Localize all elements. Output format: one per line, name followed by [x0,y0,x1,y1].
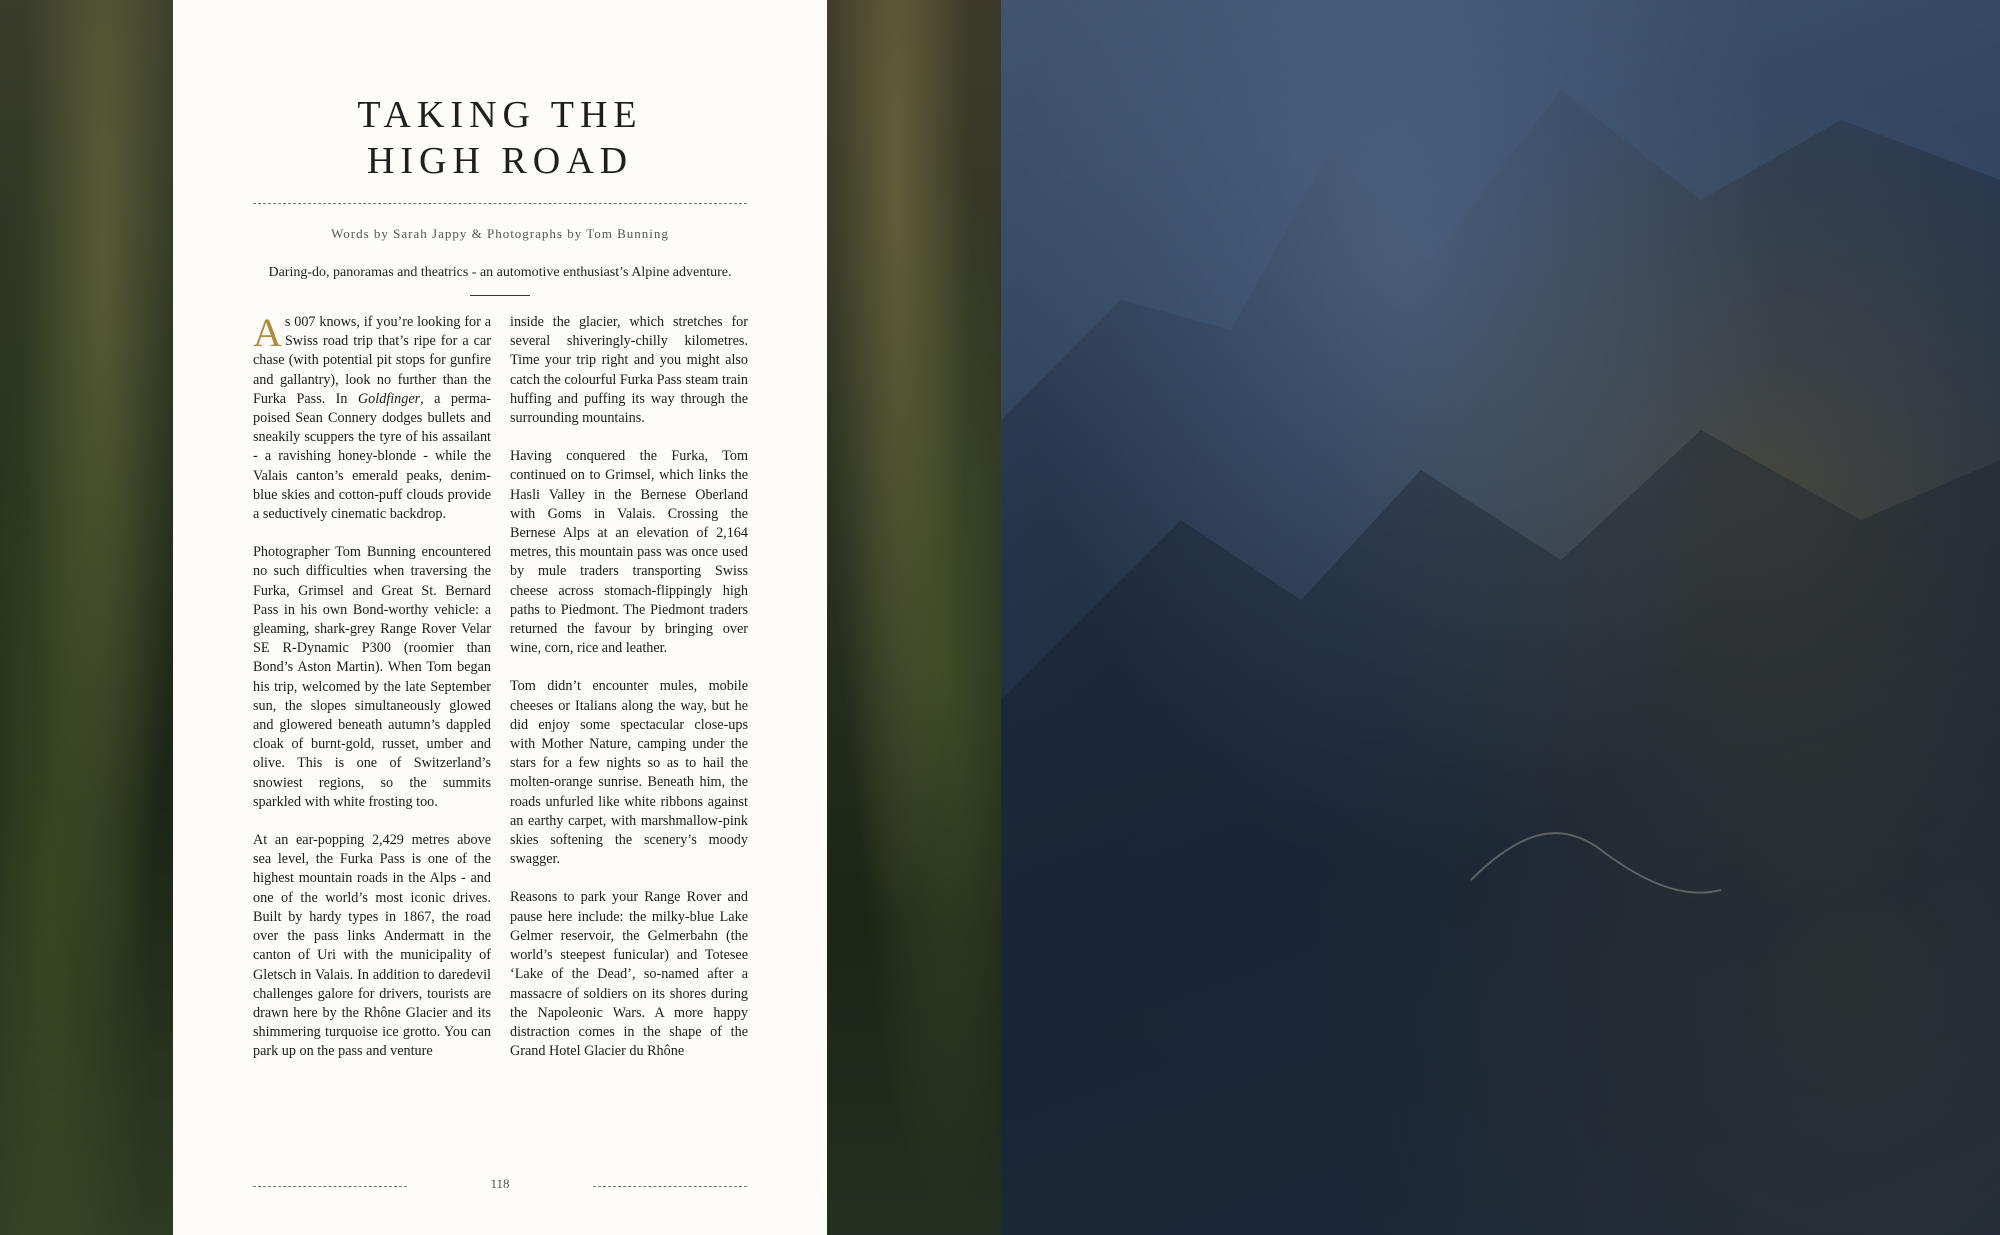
paragraph: At an ear-popping 2,429 metres above sea level, the Furka Pass is one of the highest mountain roads in the Alps - and one of the world’s most iconic drives. Built by hardy types in 1867, the road over the pass links Andermatt in the canton of Uri with the municipality of Gletsch in Valais. In addition to daredevil challenges galore for drivers, tourists are drawn here by the Rhône Glacier and its shimmering turquoise ice grotto. You can park up on the pass and venture [253,832,491,1060]
short-divider [470,295,530,296]
footer-dashed-rule-right [593,1186,747,1187]
paragraph: inside the glacier, which stretches for several shiveringly-chilly kilometres. Time your trip right and you might also catch the colourful Furka Pass steam train huffing and puffing its way through the surrounding mountains. [510,314,748,427]
text-column-2 [510,313,748,1080]
page-number: 118 [490,1176,510,1191]
article-title [173,92,827,184]
dashed-divider [253,203,747,204]
paragraph-text: s 007 knows, if you’re looking for a Swiss road trip that’s ripe for a car chase (with potential pit stops for gunfire and gallantry), look no further than the Furka Pass. In [253,314,491,407]
paragraph: Reasons to park your Range Rover and pause here include: the milky-blue Lake Gelmer reservoir, the Gelmerbahn (the world’s steepest funicular) and Totesee ‘Lake of the Dead’, so-named after a massacre of soldiers on its shores during the Napoleonic Wars. A more happy distraction comes in the shape of the Grand Hotel Glacier du Rhône [510,889,748,1060]
paragraph-text: , a perma-poised Sean Connery dodges bullets and sneakily scuppers the tyre of his assailant - a ravishing honey-blonde - while the Valais canton’s emerald peaks, denim-blue skies and cotton-puff clouds provide a seductively cinematic backdrop. [253,390,491,523]
title-line-1: TAKING THE [357,94,643,136]
title-line-2: HIGH ROAD [366,140,634,182]
mountain-photo-left-strip [0,0,173,1235]
mountain-photo-middle-strip [827,0,1001,1235]
paragraph: Tom didn’t encounter mules, mobile cheeses or Italians along the way, but he did enjoy some spectacular close-ups with Mother Nature, camping under the stars for a few nights so as to hail the molten-orange sunrise. Beneath him, the roads unfurled like white ribbons against an earthy carpet, with marshmallow-pink skies softening the scenery’s moody swagger. [510,678,748,868]
mountain-ridge-illustration [1001,0,2000,1235]
drop-cap: A [253,310,282,355]
paragraph [253,310,491,524]
text-column-1 [253,310,491,1081]
film-title: Goldfinger [357,390,421,407]
byline: Words by Sarah Jappy & Photographs by Tom Bunning [331,226,669,241]
standfirst: Daring-do, panoramas and theatrics - an automotive enthusiast’s Alpine adventure. [268,265,732,280]
paragraph: Having conquered the Furka, Tom continued on to Grimsel, which links the Hasli Valley in the Bernese Oberland with Goms in Valais. Crossing the Bernese Alps at an elevation of 2,164 metres, this mountain pass was once used by mule traders transporting Swiss cheese across stomach-flippingly high paths to Piedmont. The Piedmont traders returned the favour by bringing over wine, corn, rice and leather. [510,448,748,657]
paragraph: Photographer Tom Bunning encountered no such difficulties when traversing the Furka, Grimsel and Great St. Bernard Pass in his own Bond-worthy vehicle: a gleaming, shark-grey Range Rover Velar SE R-Dynamic P300 (roomier than Bond’s Aston Martin). When Tom began his trip, welcomed by the late September sun, the slopes simultaneously glowed and glowered beneath autumn’s dappled cloak of burnt-gold, russet, umber and olive. This is one of Switzerland’s snowiest regions, so the summits sparkled with white frosting too. [253,544,491,810]
article-page [173,0,827,1235]
